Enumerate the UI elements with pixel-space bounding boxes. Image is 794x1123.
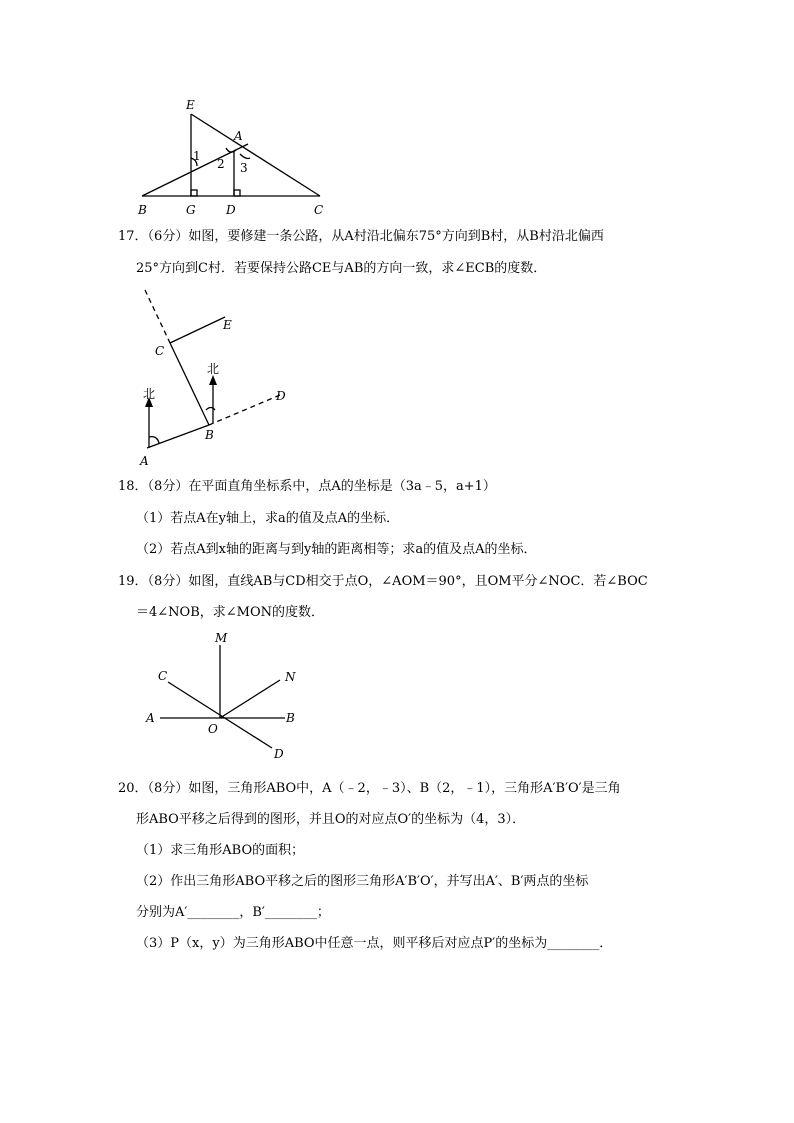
label-3: 3 [240, 161, 248, 175]
label-o: O [208, 722, 218, 736]
segment-ec [191, 114, 320, 196]
angle-3-arc [240, 154, 250, 159]
q17-line1: 17．（6分）如图，要修建一条公路，从A村沿北偏东75°方向到B村，从B村沿北偏西 [118, 229, 604, 244]
q19-line1: 19．（8分）如图，直线AB与CD相交于点O，∠AOM＝90°，且OM平分∠NOC．若∠BOC [118, 574, 648, 589]
angle-figure-q19 [140, 630, 310, 765]
segment-cb [170, 343, 209, 425]
segment-ab [147, 425, 209, 448]
q18-sub1: （1）若点A在y轴上，求a的值及点A的坐标． [136, 511, 400, 526]
q18-line1: 18．（8分）在平面直角坐标系中，点A的坐标是（3a﹣5，a+1） [118, 479, 496, 494]
label-e: E [186, 98, 195, 112]
label-north-a: 北 [143, 387, 156, 401]
triangle-figure-q16 [130, 92, 340, 222]
ray-on [220, 680, 280, 718]
q20-sub3: （3）P（x，y）为三角形ABO中任意一点，则平移后对应点P′的坐标为________． [136, 936, 613, 951]
q17-line2: 25°方向到C村．若要保持公路CE与AB的方向一致，求∠ECB的度数． [136, 261, 547, 276]
segment-ce [170, 317, 225, 343]
label-b: B [205, 428, 214, 442]
right-angle-d [234, 190, 240, 196]
label-d: D [276, 389, 286, 403]
dashed-extension-d [209, 395, 280, 425]
label-m: M [215, 631, 228, 645]
q20-sub1: （1）求三角形ABO的面积； [136, 843, 305, 858]
label-c: C [155, 344, 165, 358]
label-a: A [234, 129, 243, 143]
q20-line1: 20．（8分）如图，三角形ABO中，A（﹣2，﹣3）、B（2，﹣1），三角形A′B′O′是三角 [118, 781, 621, 796]
label-b: B [286, 711, 295, 725]
north-arrowhead-b [209, 375, 217, 385]
label-n: N [285, 670, 296, 684]
label-g: G [186, 203, 196, 217]
q18-sub2: （2）若点A到x轴的距离与到y轴的距离相等；求a的值及点A的坐标． [136, 542, 537, 557]
label-d: D [274, 747, 284, 761]
q20-sub2: （2）作出三角形ABO平移之后的图形三角形A′B′O′，并写出A′、B′两点的坐标 [136, 874, 589, 889]
label-e: E [223, 318, 232, 332]
label-1: 1 [193, 149, 201, 163]
label-c: C [158, 669, 168, 683]
label-a: A [140, 454, 149, 468]
bearing-figure-q17 [135, 285, 305, 470]
label-c: C [314, 203, 324, 217]
q19-line2: ＝4∠NOB，求∠MON的度数． [136, 605, 324, 620]
angle-arc-a [149, 437, 159, 443]
label-2: 2 [217, 157, 225, 171]
label-d: D [226, 203, 236, 217]
right-angle-g [191, 190, 197, 196]
label-a: A [146, 711, 155, 725]
label-b: B [138, 203, 147, 217]
dashed-extension-c [145, 290, 170, 343]
q20-line2: 形ABO平移之后得到的图形，并且O的对应点O′的坐标为（4，3）． [136, 812, 526, 827]
q20-sub2b: 分别为A′________，B′________； [136, 905, 330, 920]
label-north-b: 北 [207, 362, 220, 376]
